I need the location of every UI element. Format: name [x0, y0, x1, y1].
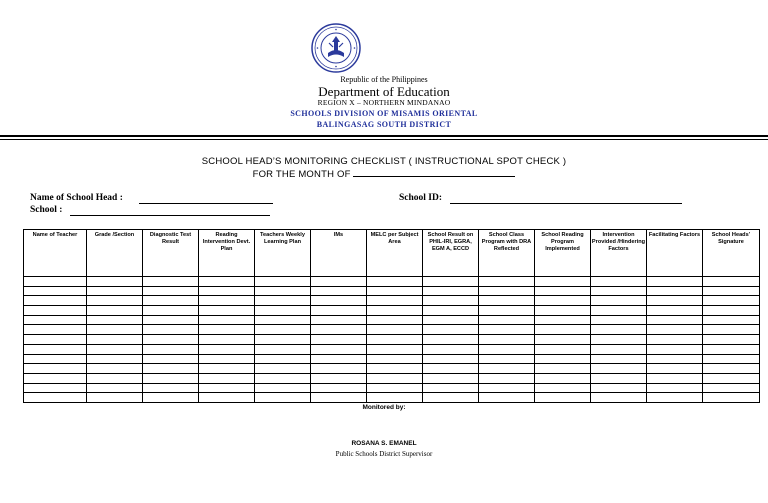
table-cell[interactable] — [24, 325, 87, 335]
table-cell[interactable] — [423, 383, 479, 393]
table-cell[interactable] — [423, 286, 479, 296]
table-cell[interactable] — [199, 354, 255, 364]
table-cell[interactable] — [87, 277, 143, 287]
region-line: REGION X – NORTHERN MINDANAO — [317, 98, 451, 107]
table-cell[interactable] — [703, 277, 760, 287]
table-cell[interactable] — [367, 354, 423, 364]
table-cell[interactable] — [423, 296, 479, 306]
table-cell[interactable] — [255, 277, 311, 287]
table-cell[interactable] — [143, 277, 199, 287]
table-cell[interactable] — [423, 373, 479, 383]
table-cell[interactable] — [143, 286, 199, 296]
table-cell[interactable] — [591, 315, 647, 325]
table-cell[interactable] — [311, 286, 367, 296]
table-cell[interactable] — [479, 325, 535, 335]
table-cell[interactable] — [199, 393, 255, 403]
table-cell[interactable] — [703, 315, 760, 325]
table-cell[interactable] — [703, 383, 760, 393]
table-cell[interactable] — [311, 315, 367, 325]
table-cell[interactable] — [703, 296, 760, 306]
table-cell[interactable] — [535, 286, 591, 296]
table-cell[interactable] — [24, 335, 87, 345]
table-cell[interactable] — [87, 306, 143, 316]
table-cell[interactable] — [647, 315, 703, 325]
col-header: Diagnostic Test Result — [143, 230, 199, 277]
table-cell[interactable] — [24, 383, 87, 393]
table-cell[interactable] — [703, 393, 760, 403]
table-cell[interactable] — [647, 325, 703, 335]
table-cell[interactable] — [479, 373, 535, 383]
table-cell[interactable] — [479, 344, 535, 354]
table-cell[interactable] — [143, 335, 199, 345]
table-cell[interactable] — [24, 393, 87, 403]
header-divider-thin — [0, 139, 768, 140]
school-head-label: Name of School Head : — [30, 193, 123, 203]
table-cell[interactable] — [255, 296, 311, 306]
col-header: School Reading Program Implemented — [535, 230, 591, 277]
table-cell[interactable] — [24, 364, 87, 374]
col-header: School Class Program with DRA Reflected — [479, 230, 535, 277]
school-id-label: School ID: — [399, 193, 443, 203]
table-cell[interactable] — [367, 296, 423, 306]
table-cell[interactable] — [591, 277, 647, 287]
table-cell[interactable] — [479, 335, 535, 345]
table-cell[interactable] — [143, 383, 199, 393]
table-cell[interactable] — [311, 277, 367, 287]
table-cell[interactable] — [535, 383, 591, 393]
table-cell[interactable] — [591, 393, 647, 403]
table-cell[interactable] — [479, 315, 535, 325]
table-cell[interactable] — [311, 354, 367, 364]
table-cell[interactable] — [255, 335, 311, 345]
table-cell[interactable] — [255, 364, 311, 374]
table-cell[interactable] — [647, 383, 703, 393]
table-cell[interactable] — [143, 393, 199, 403]
table-cell[interactable] — [24, 296, 87, 306]
table-cell[interactable] — [647, 306, 703, 316]
table-cell[interactable] — [255, 315, 311, 325]
table-cell[interactable] — [703, 335, 760, 345]
table-cell[interactable] — [647, 364, 703, 374]
school-label: School : — [30, 205, 63, 215]
table-cell[interactable] — [535, 306, 591, 316]
table-cell[interactable] — [24, 373, 87, 383]
month-blank[interactable] — [353, 168, 515, 177]
table-cell[interactable] — [703, 286, 760, 296]
table-cell[interactable] — [367, 383, 423, 393]
table-header-row — [24, 230, 760, 277]
table-row — [24, 364, 760, 374]
table-cell[interactable] — [479, 393, 535, 403]
table-cell[interactable] — [143, 315, 199, 325]
table-cell[interactable] — [311, 373, 367, 383]
table-cell[interactable] — [143, 325, 199, 335]
table-cell[interactable] — [199, 364, 255, 374]
table-cell[interactable] — [423, 315, 479, 325]
table-cell[interactable] — [311, 383, 367, 393]
table-cell[interactable] — [703, 354, 760, 364]
table-cell[interactable] — [311, 335, 367, 345]
table-cell[interactable] — [479, 306, 535, 316]
table-cell[interactable] — [479, 383, 535, 393]
table-cell[interactable] — [367, 325, 423, 335]
table-row — [24, 373, 760, 383]
table-cell[interactable] — [591, 383, 647, 393]
col-header: Teachers Weekly Learning Plan — [255, 230, 311, 277]
col-header: Grade /Section — [87, 230, 143, 277]
monitored-by-label: Monitored by: — [362, 404, 406, 411]
table-row — [24, 393, 760, 403]
table-cell[interactable] — [24, 315, 87, 325]
table-cell[interactable] — [479, 296, 535, 306]
table-cell[interactable] — [255, 286, 311, 296]
table-cell[interactable] — [24, 306, 87, 316]
table-cell[interactable] — [535, 277, 591, 287]
deped-seal-icon — [311, 23, 361, 73]
table-cell[interactable] — [647, 277, 703, 287]
table-cell[interactable] — [423, 344, 479, 354]
table-cell[interactable] — [199, 335, 255, 345]
table-cell[interactable] — [367, 277, 423, 287]
department-name: Department of Education — [318, 84, 450, 99]
table-cell[interactable] — [87, 344, 143, 354]
table-cell[interactable] — [311, 364, 367, 374]
table-cell[interactable] — [87, 296, 143, 306]
table-cell[interactable] — [255, 344, 311, 354]
col-header: MELC per Subject Area — [367, 230, 423, 277]
table-cell[interactable] — [24, 354, 87, 364]
table-cell[interactable] — [535, 335, 591, 345]
table-row — [24, 277, 760, 287]
table-cell[interactable] — [479, 286, 535, 296]
table-cell[interactable] — [199, 315, 255, 325]
table-cell[interactable] — [367, 344, 423, 354]
table-row — [24, 354, 760, 364]
table-cell[interactable] — [87, 393, 143, 403]
table-cell[interactable] — [311, 325, 367, 335]
table-cell[interactable] — [199, 383, 255, 393]
table-cell[interactable] — [591, 306, 647, 316]
col-header: School Heads’ Signature — [703, 230, 760, 277]
table-cell[interactable] — [143, 296, 199, 306]
table-cell[interactable] — [311, 344, 367, 354]
table-cell[interactable] — [647, 344, 703, 354]
table-row — [24, 296, 760, 306]
table-cell[interactable] — [367, 373, 423, 383]
table-cell[interactable] — [703, 344, 760, 354]
table-cell[interactable] — [591, 373, 647, 383]
table-cell[interactable] — [591, 364, 647, 374]
table-row — [24, 335, 760, 345]
table-cell[interactable] — [535, 364, 591, 374]
table-cell[interactable] — [87, 286, 143, 296]
signatory-title: Public Schools District Supervisor — [335, 450, 433, 458]
table-cell[interactable] — [423, 335, 479, 345]
table-row — [24, 315, 760, 325]
table-cell[interactable] — [647, 335, 703, 345]
table-cell[interactable] — [199, 286, 255, 296]
table-cell[interactable] — [87, 325, 143, 335]
table-cell[interactable] — [87, 315, 143, 325]
table-cell[interactable] — [87, 383, 143, 393]
table-cell[interactable] — [535, 373, 591, 383]
table-row — [24, 325, 760, 335]
table-cell[interactable] — [591, 354, 647, 364]
table-cell[interactable] — [255, 306, 311, 316]
table-cell[interactable] — [367, 315, 423, 325]
table-cell[interactable] — [24, 277, 87, 287]
table-row — [24, 286, 760, 296]
table-cell[interactable] — [199, 344, 255, 354]
checklist-title: SCHOOL HEAD’S MONITORING CHECKLIST ( INSTRUCTIONAL SPOT CHECK ) — [201, 156, 567, 167]
table-cell[interactable] — [423, 306, 479, 316]
table-cell[interactable] — [535, 325, 591, 335]
table-cell[interactable] — [535, 296, 591, 306]
table-cell[interactable] — [591, 344, 647, 354]
school-head-field[interactable] — [139, 203, 273, 204]
table-cell[interactable] — [199, 277, 255, 287]
table-cell[interactable] — [591, 286, 647, 296]
table-cell[interactable] — [87, 335, 143, 345]
table-cell[interactable] — [143, 364, 199, 374]
table-cell[interactable] — [367, 286, 423, 296]
table-cell[interactable] — [647, 354, 703, 364]
division-line: SCHOOLS DIVISION OF MISAMIS ORIENTAL — [290, 109, 478, 118]
table-cell[interactable] — [591, 325, 647, 335]
table-cell[interactable] — [423, 393, 479, 403]
table-cell[interactable] — [143, 373, 199, 383]
table-cell[interactable] — [87, 354, 143, 364]
col-header: School Result on PHIL-IRI, EGRA, EGM A, ECCD — [423, 230, 479, 277]
table-cell[interactable] — [255, 354, 311, 364]
district-line: BALINGASAG SOUTH DISTRICT — [316, 120, 452, 129]
table-cell[interactable] — [367, 306, 423, 316]
table-cell[interactable] — [479, 364, 535, 374]
table-cell[interactable] — [311, 306, 367, 316]
table-cell[interactable] — [87, 364, 143, 374]
table-cell[interactable] — [703, 325, 760, 335]
table-cell[interactable] — [591, 296, 647, 306]
table-cell[interactable] — [143, 344, 199, 354]
table-cell[interactable] — [703, 306, 760, 316]
table-cell[interactable] — [87, 373, 143, 383]
table-cell[interactable] — [535, 393, 591, 403]
table-cell[interactable] — [311, 296, 367, 306]
table-cell[interactable] — [423, 277, 479, 287]
col-header: IMs — [311, 230, 367, 277]
table-cell[interactable] — [535, 315, 591, 325]
table-cell[interactable] — [423, 354, 479, 364]
monitoring-table — [23, 229, 760, 403]
table-cell[interactable] — [479, 354, 535, 364]
table-cell[interactable] — [535, 344, 591, 354]
table-cell[interactable] — [591, 335, 647, 345]
table-cell[interactable] — [24, 344, 87, 354]
table-row — [24, 344, 760, 354]
table-cell[interactable] — [143, 354, 199, 364]
col-header: Facilitating Factors — [647, 230, 703, 277]
table-cell[interactable] — [255, 393, 311, 403]
table-cell[interactable] — [367, 393, 423, 403]
table-cell[interactable] — [199, 296, 255, 306]
table-cell[interactable] — [647, 286, 703, 296]
table-cell[interactable] — [479, 277, 535, 287]
col-header: Name of Teacher — [24, 230, 87, 277]
table-cell[interactable] — [703, 373, 760, 383]
table-cell[interactable] — [199, 306, 255, 316]
header-divider-thick — [0, 135, 768, 137]
table-cell[interactable] — [24, 286, 87, 296]
col-header: Reading Intervention Devt. Plan — [199, 230, 255, 277]
table-cell[interactable] — [423, 325, 479, 335]
month-label: FOR THE MONTH OF — [252, 169, 354, 180]
table-cell[interactable] — [367, 364, 423, 374]
republic-line: Republic of the Philippines — [340, 75, 428, 84]
school-id-field[interactable] — [450, 203, 682, 204]
table-row — [24, 306, 760, 316]
table-cell[interactable] — [367, 335, 423, 345]
table-cell[interactable] — [311, 393, 367, 403]
table-cell[interactable] — [255, 383, 311, 393]
table-cell[interactable] — [255, 325, 311, 335]
table-cell[interactable] — [199, 373, 255, 383]
table-cell[interactable] — [199, 325, 255, 335]
table-cell[interactable] — [535, 354, 591, 364]
table-cell[interactable] — [647, 393, 703, 403]
table-cell[interactable] — [255, 373, 311, 383]
month-line — [0, 168, 768, 180]
table-cell[interactable] — [703, 364, 760, 374]
table-cell[interactable] — [423, 364, 479, 374]
table-cell[interactable] — [647, 373, 703, 383]
table-row — [24, 383, 760, 393]
school-field[interactable] — [70, 215, 270, 216]
col-header: Intervention Provided /Hindering Factors — [591, 230, 647, 277]
table-cell[interactable] — [647, 296, 703, 306]
signatory-name: ROSANA S. EMANEL — [351, 440, 417, 447]
table-cell[interactable] — [143, 306, 199, 316]
